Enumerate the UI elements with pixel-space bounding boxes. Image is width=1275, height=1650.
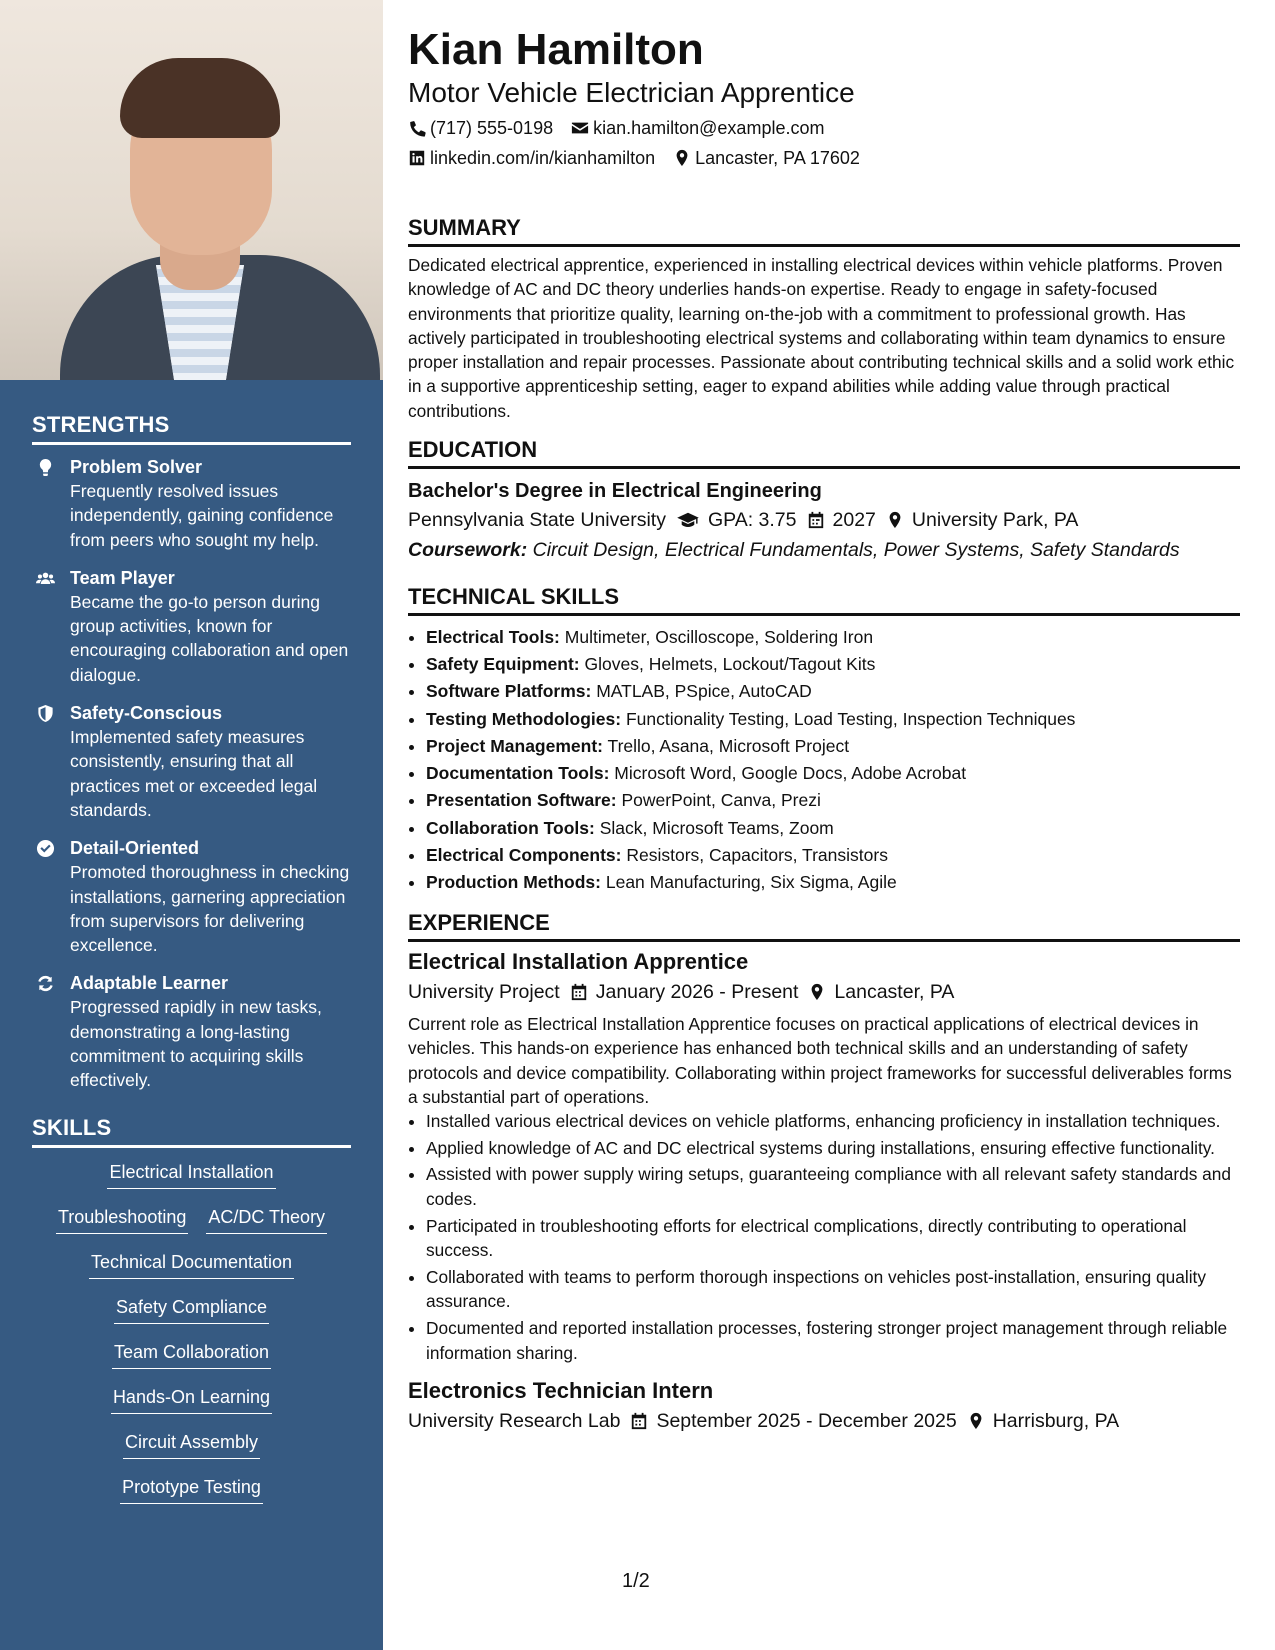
candidate-name: Kian Hamilton (408, 25, 704, 74)
strength-title: Problem Solver (70, 457, 203, 477)
linkedin-icon (408, 149, 426, 167)
list-item: • Applied knowledge of AC and DC electrical systems during installations, ensuring effective functionality. (426, 1136, 1240, 1161)
shield-icon (36, 701, 60, 822)
strength-item (32, 836, 351, 957)
job-meta (408, 1407, 1240, 1435)
skill-value: Gloves, Helmets, Lockout/Tagout Kits (584, 654, 876, 675)
skill-value: Resistors, Capacitors, Transistors (626, 844, 888, 865)
skill-tag: Electrical Installation (107, 1160, 275, 1189)
location-text: Lancaster, PA 17602 (695, 148, 860, 168)
skill-label: Collaboration Tools: (426, 817, 595, 838)
coursework-list: Circuit Design, Electrical Fundamentals, Power Systems, Safety Standards (532, 539, 1180, 562)
skill-value: Functionality Testing, Load Testing, Inspection Techniques (625, 708, 1076, 729)
job-location: Harrisburg, PA (992, 1410, 1120, 1433)
skill-label: Testing Methodologies: (426, 708, 622, 729)
job-dates: January 2026 - Present (595, 981, 799, 1004)
candidate-role: Motor Vehicle Electrician Apprentice (408, 77, 855, 108)
map-pin-icon (673, 149, 691, 167)
email-link[interactable]: kian.hamilton@example.com (593, 118, 825, 138)
graduation-cap-icon (676, 511, 700, 529)
users-icon (36, 566, 60, 687)
list-item (426, 706, 1240, 733)
job-org: University Research Lab (408, 1410, 621, 1433)
check-circle-icon (36, 836, 60, 957)
technical-skills-list (408, 624, 1240, 896)
profile-photo (0, 0, 383, 380)
job-dates: September 2025 - December 2025 (656, 1410, 957, 1433)
skill-value: Trello, Asana, Microsoft Project (607, 735, 850, 756)
strength-item (32, 566, 351, 687)
skill-value: Lean Manufacturing, Six Sigma, Agile (605, 871, 897, 892)
job-title: Electrical Installation Apprentice (408, 949, 749, 975)
list-item: • Participated in troubleshooting efforts for electrical complications, directly contributing to operational success. (426, 1214, 1240, 1263)
map-pin-icon (886, 511, 904, 529)
skill-tag: Hands-On Learning (111, 1385, 272, 1414)
job-location: Lancaster, PA (834, 981, 955, 1004)
strength-desc: Became the go-to person during group activities, known for encouraging collaboration and open dialogue. (70, 591, 349, 685)
list-item (426, 624, 1240, 651)
skill-tag: Technical Documentation (89, 1250, 294, 1279)
coursework-line (408, 536, 1240, 564)
skill-tag: Prototype Testing (120, 1475, 263, 1504)
education-meta (408, 506, 1240, 534)
skill-tag: AC/DC Theory (206, 1205, 327, 1234)
skill-label: Documentation Tools: (426, 763, 610, 784)
phone-icon (408, 119, 426, 137)
school-location: University Park, PA (911, 509, 1079, 532)
list-item: • Installed various electrical devices on vehicle platforms, enhancing proficiency in installation techniques. (426, 1109, 1240, 1134)
map-pin-icon (808, 983, 826, 1001)
coursework-label: Coursework: (408, 539, 528, 562)
graduation-year: 2027 (832, 509, 876, 532)
contact-row-2 (408, 146, 1240, 170)
skill-value: Multimeter, Oscilloscope, Soldering Iron (564, 627, 874, 648)
skills-heading: SKILLS (32, 1115, 351, 1148)
contact-row (408, 116, 1240, 140)
skill-label: Safety Equipment: (426, 654, 580, 675)
strength-title: Detail-Oriented (70, 838, 200, 859)
summary-heading: SUMMARY (408, 215, 1240, 247)
skills-list (32, 1160, 351, 1520)
strength-desc: Implemented safety measures consistently, ensuring that all practices met or exceeded legal standards. (70, 727, 318, 820)
strength-title: Team Player (70, 567, 175, 588)
calendar-icon (630, 1412, 648, 1430)
skill-tag: Troubleshooting (56, 1205, 188, 1234)
strength-title: Adaptable Learner (70, 973, 229, 994)
skill-label: Software Platforms: (426, 681, 592, 702)
list-item (426, 842, 1240, 869)
gpa-text: GPA: 3.75 (707, 509, 797, 532)
skill-tag: Circuit Assembly (123, 1430, 260, 1459)
strength-item (32, 971, 351, 1092)
strength-desc: Progressed rapidly in new tasks, demonstrating a long-lasting commitment to acquiring skills effectively. (70, 997, 322, 1091)
list-item (426, 869, 1240, 896)
experience-heading: EXPERIENCE (408, 910, 1240, 942)
skill-label: Electrical Components: (426, 844, 622, 865)
school-name: Pennsylvania State University (408, 509, 666, 532)
list-item (426, 815, 1240, 842)
skill-value: PowerPoint, Canva, Prezi (621, 790, 821, 811)
list-item: • Documented and reported installation processes, fostering stronger project management through reliable information sharing. (426, 1316, 1240, 1365)
strength-item (32, 701, 351, 822)
linkedin-link[interactable]: linkedin.com/in/kianhamilton (430, 148, 656, 168)
education-heading: EDUCATION (408, 437, 1240, 469)
list-item (426, 678, 1240, 705)
phone-text: (717) 555-0198 (430, 118, 554, 138)
skill-value: MATLAB, PSpice, AutoCAD (596, 681, 812, 702)
strengths-heading: STRENGTHS (32, 412, 351, 445)
list-item: • Assisted with power supply wiring setups, guaranteeing compliance with all relevant safety standards and codes. (426, 1162, 1240, 1211)
skill-value: Microsoft Word, Google Docs, Adobe Acrobat (614, 763, 967, 784)
skill-value: Slack, Microsoft Teams, Zoom (599, 817, 834, 838)
skill-tag: Team Collaboration (112, 1340, 271, 1369)
list-item (426, 651, 1240, 678)
calendar-icon (570, 983, 588, 1001)
page-number: 1/2 (622, 1570, 650, 1592)
job-bullets (408, 1109, 1240, 1365)
list-item: • Collaborated with teams to perform thorough inspections on vehicles post-installation, ensuring quality assurance. (426, 1265, 1240, 1314)
job-title: Electronics Technician Intern (408, 1378, 714, 1404)
lightbulb-icon (36, 455, 60, 552)
main-content (408, 0, 1240, 1435)
summary-text: Dedicated electrical apprentice, experienced in installing electrical devices within vehicle platforms. Proven knowledge of AC and DC theory underlies hands-on expertise. Ready to engage in safety-focused environments that prioritize quality, learning on-the-job with a commitment to professional growth. Has actively participated in troubleshooting electrical systems and collaborating within team dynamics to ensure proper installation and repair processes. Passionate about contributing technical skills and a solid work ethic in a supportive apprenticeship setting, eager to expand abilities while adding value through practical contributions. (408, 255, 1235, 421)
skill-tag: Safety Compliance (114, 1295, 269, 1324)
strength-desc: Frequently resolved issues independently, gaining confidence from peers who sought my help. (70, 481, 334, 550)
list-item (426, 760, 1240, 787)
calendar-icon (807, 511, 825, 529)
strength-title: Safety-Conscious (70, 703, 223, 724)
job-summary: Current role as Electrical Installation Apprentice focuses on practical applications of electrical devices in vehicles. This hands-on experience has enhanced both technical skills and an understanding of safety protocols and device compatibility. Collaborating within project frameworks for successful deliverables forms a substantial part of operations. (408, 1014, 1232, 1107)
job-meta (408, 978, 1240, 1006)
skill-label: Project Management: (426, 735, 603, 756)
skill-label: Electrical Tools: (426, 627, 560, 648)
map-pin-icon (967, 1412, 985, 1430)
skill-label: Presentation Software: (426, 790, 617, 811)
skill-label: Production Methods: (426, 871, 601, 892)
degree-title: Bachelor's Degree in Electrical Engineering (408, 480, 822, 503)
list-item (426, 787, 1240, 814)
strength-item (32, 455, 351, 552)
strength-desc: Promoted thoroughness in checking installations, garnering appreciation from supervisors for delivering excellence. (70, 862, 350, 956)
list-item (426, 733, 1240, 760)
technical-skills-heading: TECHNICAL SKILLS (408, 584, 1240, 616)
sidebar (0, 0, 383, 1650)
sync-icon (36, 971, 60, 1092)
job-org: University Project (408, 981, 560, 1004)
envelope-icon (571, 119, 589, 137)
